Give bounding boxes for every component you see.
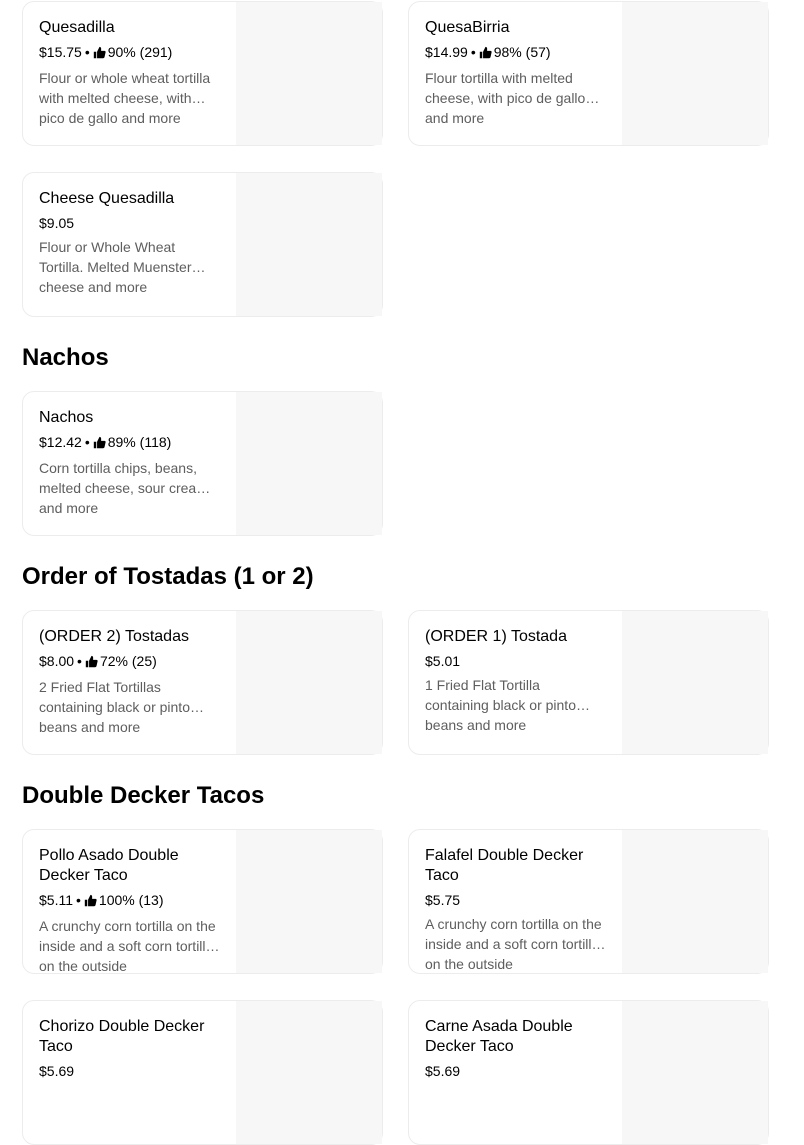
separator: • <box>84 434 90 450</box>
item-description: Corn tortilla chips, beans, melted cheese, sour cream and more <box>39 460 208 516</box>
item-description: A crunchy corn tortilla on the inside and a soft corn tortilla on the outside <box>39 918 216 974</box>
item-description: Flour or Whole Wheat Tortilla. Melted Muenster cheese and more <box>39 239 192 295</box>
item-name: QuesaBirria <box>425 19 510 36</box>
separator: • <box>84 44 90 60</box>
item-meta <box>425 651 607 671</box>
item-description: A crunchy corn tortilla on the inside and a soft corn tortilla on the outside <box>425 916 602 972</box>
item-image <box>622 1001 768 1144</box>
item-name: (ORDER 2) Tostadas <box>39 628 189 645</box>
menu-item-chorizo-double-decker[interactable] <box>22 1000 383 1145</box>
item-description: 1 Fried Flat Tortilla containing black or pinto beans and more <box>425 677 576 733</box>
item-name: Chorizo Double Decker Taco <box>39 1018 205 1055</box>
menu-item-order1-tostada[interactable] <box>408 610 769 755</box>
item-meta <box>39 651 221 673</box>
item-name: (ORDER 1) Tostada <box>425 628 567 645</box>
item-rating: 98% <box>493 44 522 60</box>
menu-item-carne-asada-double-decker[interactable] <box>408 1000 769 1145</box>
thumbs-up-icon <box>84 892 97 912</box>
menu-item-quesabirria[interactable] <box>408 1 769 146</box>
item-meta <box>39 1061 221 1081</box>
item-price: $5.75 <box>425 892 461 908</box>
section-title-nachos: Nachos <box>22 344 109 371</box>
item-price: $12.42 <box>39 434 82 450</box>
item-name: Quesadilla <box>39 19 115 36</box>
thumbs-up-icon <box>85 653 98 673</box>
thumbs-up-icon <box>93 44 106 64</box>
item-rating-count: (25) <box>131 653 157 669</box>
item-meta <box>39 432 221 454</box>
item-image <box>236 1001 382 1144</box>
item-name: Pollo Asado Double Decker Taco <box>39 847 179 884</box>
item-price: $14.99 <box>425 44 468 60</box>
item-image <box>236 2 382 145</box>
item-image <box>236 830 382 973</box>
item-image <box>236 173 382 316</box>
section-title-double-decker-tacos: Double Decker Tacos <box>22 782 265 809</box>
item-name: Cheese Quesadilla <box>39 190 175 207</box>
item-image <box>622 2 768 145</box>
menu-item-nachos[interactable] <box>22 391 383 536</box>
item-price: $8.00 <box>39 653 75 669</box>
item-meta <box>425 1061 607 1081</box>
item-rating: 90% <box>107 44 136 60</box>
item-rating: 72% <box>99 653 128 669</box>
item-price: $5.69 <box>39 1063 75 1079</box>
item-rating-count: (291) <box>139 44 173 60</box>
item-image <box>622 830 768 973</box>
item-image <box>236 392 382 535</box>
item-image <box>236 611 382 754</box>
item-description: 2 Fried Flat Tortillas containing black or pinto beans and more <box>39 679 190 735</box>
item-rating: 100% <box>98 892 135 908</box>
item-meta <box>39 890 221 912</box>
item-name: Falafel Double Decker Taco <box>425 847 584 884</box>
menu-item-order2-tostadas[interactable] <box>22 610 383 755</box>
thumbs-up-icon <box>93 434 106 454</box>
item-description: Flour tortilla with melted cheese, with pico de gallo and more <box>425 70 586 126</box>
menu-item-pollo-asado-double-decker[interactable] <box>22 829 383 974</box>
item-meta <box>39 42 221 64</box>
item-meta <box>39 213 221 233</box>
item-name: Carne Asada Double Decker Taco <box>425 1018 573 1055</box>
item-price: $9.05 <box>39 215 75 231</box>
item-price: $5.01 <box>425 653 461 669</box>
menu-item-falafel-double-decker[interactable] <box>408 829 769 974</box>
item-rating-count: (118) <box>139 434 172 450</box>
menu-item-quesadilla[interactable] <box>22 1 383 146</box>
item-meta <box>425 890 607 910</box>
section-title-tostadas: Order of Tostadas (1 or 2) <box>22 563 314 590</box>
separator: • <box>77 653 82 669</box>
item-price: $5.69 <box>425 1063 461 1079</box>
item-rating-count: (57) <box>525 44 551 60</box>
separator: • <box>76 892 81 908</box>
item-rating-count: (13) <box>138 892 164 908</box>
item-meta <box>425 42 607 64</box>
menu-item-cheese-quesadilla[interactable] <box>22 172 383 317</box>
item-price: $15.75 <box>39 44 82 60</box>
item-image <box>622 611 768 754</box>
item-rating: 89% <box>107 434 136 450</box>
item-name: Nachos <box>39 409 94 426</box>
item-description: Flour or whole wheat tortilla with melted cheese, with pico de gallo and more <box>39 70 211 126</box>
thumbs-up-icon <box>479 44 492 64</box>
item-price: $5.11 <box>39 892 73 908</box>
separator: • <box>470 44 476 60</box>
